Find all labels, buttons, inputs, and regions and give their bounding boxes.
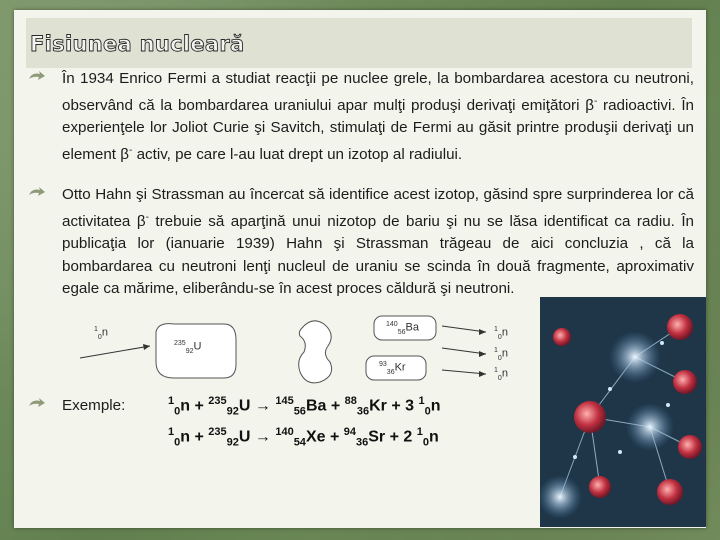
reaction-arrow-icon: → <box>250 397 276 415</box>
chain-reaction-illustration <box>540 297 706 527</box>
bullet-arrow-icon <box>28 187 46 203</box>
bullet-arrow-icon <box>28 398 46 414</box>
bullet-arrow-icon <box>28 71 46 87</box>
bullet-fermi <box>28 68 694 166</box>
neutron-out-label-3: $^1_0$n <box>494 367 508 382</box>
bullet-hahn <box>28 184 694 301</box>
neutron-out-label-1: $^1_0$n <box>494 326 508 341</box>
neutron-out-label-2: $^1_0$n <box>494 347 508 362</box>
equation-1: $^1_0$n + $^{235}_{92}$U → $^{145}_{56}$Ba + $^{88}_{36}$Kr + 3 $^1_0$n <box>168 395 441 418</box>
slide-title: Fisiunea nucleară <box>30 32 245 56</box>
beta-superscript: - <box>593 95 598 107</box>
bullet-fermi-part-c: activ, pe care l-au luat drept un izotop al radiului. <box>132 145 463 163</box>
chain-reaction-drawing <box>540 297 706 527</box>
uranium-label: $^{235}_{92}$U <box>174 340 202 355</box>
bullet-hahn-text <box>62 184 694 301</box>
barium-fragment-label: $^{140}_{56}$Ba <box>386 321 419 336</box>
beta-superscript: - <box>145 211 149 223</box>
reaction-arrow-icon: → <box>250 428 276 446</box>
incoming-neutron-label: $^1_0$n <box>94 326 108 341</box>
examples-label: Exemple: <box>62 397 126 414</box>
beta-superscript: - <box>129 144 133 156</box>
fission-diagram <box>74 310 544 395</box>
bullet-hahn-part-b: trebuie să aparţină unui nizotop de bariu şi nu se lăsa identificat ca radiu. În publicaţia lor (ianuarie 1939) Hahn şi Strassman trăgeau de aici concluzia , că la bombardarea cu neutroni lenţi nucleul de uraniu se scinda în două fragmente, aproximativ egale ca mărime, eliberându-se în acest proces căldură şi neutroni. <box>62 212 694 298</box>
bullet-fermi-text <box>62 68 694 166</box>
bullet-fermi-part-b: radioactivi. În experienţele lor Joliot Curie şi Savitch, stimulaţi de Fermi au găsit printre produşii derivaţi un element β <box>62 96 694 163</box>
equation-2: $^1_0$n + $^{235}_{92}$U → $^{140}_{54}$Xe + $^{94}_{36}$Sr + 2 $^1_0$n <box>168 426 439 449</box>
krypton-fragment-label: $^{93}_{36}$Kr <box>379 361 406 376</box>
bullet-hahn-part-a: Otto Hahn şi Strassman au încercat să identifice acest izotop, găsind spre surprinderea lor că activitatea β <box>62 186 694 230</box>
bullet-fermi-part-a: În 1934 Enrico Fermi a studiat reacţii pe nuclee grele, la bombardarea acestora cu neutroni, observând că la bombardarea uraniului apar mulţi produşi derivaţi emiţători β <box>62 70 694 114</box>
fission-diagram-drawing <box>74 310 544 395</box>
